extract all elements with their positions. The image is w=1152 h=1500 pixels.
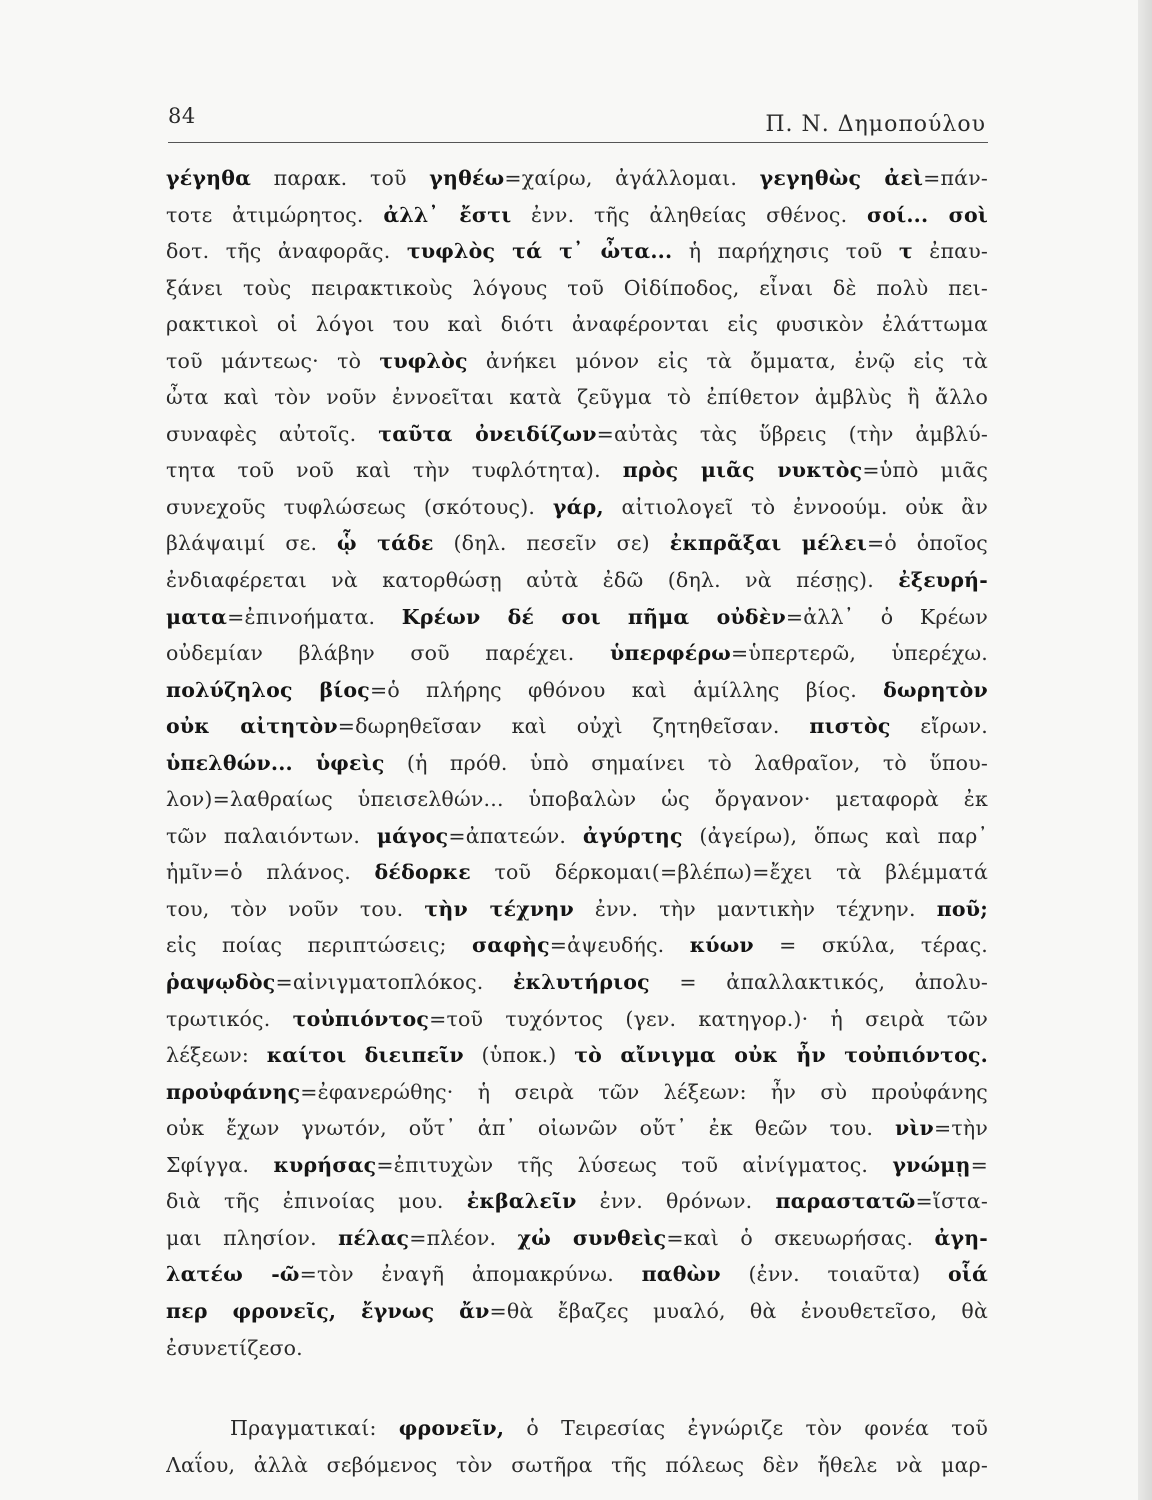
gloss-text: συνεχοῦς τυφλώσεως (σκότους). [166,494,553,519]
text-line [166,452,988,489]
gloss-text: τοῦ μάντεως· τὸ [166,348,380,373]
lemma-bold: ἐξευρή- [898,568,988,593]
lemma-bold: ἀγύρτης [582,823,683,848]
gloss-text: διὰ τῆς ἐπινοίας μου. [166,1189,467,1214]
gloss-text: παρακ. τοῦ [251,166,430,190]
gloss-text: τρωτικός. [166,1006,293,1031]
gloss-text: λέξεων: [166,1043,267,1068]
gloss-text: συναφὲς αὐτοῖς. [166,421,379,446]
gloss-text: Πραγματικαί: [230,1416,399,1441]
text-line [166,891,988,928]
lemma-bold: ἀγη- [934,1225,988,1250]
gloss-text: = σκύλα, τέρας. [753,933,988,958]
gloss-text: =ἐπιτυχὼν τῆς λύσεως τοῦ αἰνίγματος. [376,1152,893,1177]
text-line [166,1330,988,1367]
lemma-bold: παραστατῶ [775,1189,916,1214]
text-line [166,562,988,599]
gloss-text: (ὑποκ.) [463,1043,575,1068]
lemma-bold: φρονεῖν, [398,1416,505,1441]
lemma-bold: σοί... σοὶ [867,202,988,227]
gloss-text: =ὁ πλήρης φθόνου καὶ ἁμίλλης βίος. [369,677,884,702]
lemma-bold: ταῦτα ὀνειδίζων [378,421,597,446]
lemma-bold: δωρητὸν [883,677,988,702]
lemma-bold: ἐκλυτήριος [513,970,650,995]
gloss-text: ἡμῖν=ὁ πλάνος. [166,860,375,885]
lemma-bold: γεγηθὼς ἀεὶ [759,166,924,190]
gloss-text: =αἰνιγματοπλόκος. [275,970,514,995]
lemma-bold: ἐκπρᾶξαι μέλει [669,531,868,556]
gloss-text: του, τὸν νοῦν του. [166,896,425,921]
lemma-bold: παθὼν [641,1262,721,1287]
lemma-bold: τὴν τέχνην [424,896,574,921]
gloss-text: ἐπαυ- [912,239,988,264]
gloss-text: τητα τοῦ νοῦ καὶ τὴν τυφλότητα). [166,458,623,483]
gloss-text: ἀνήκει μόνον εἰς τὰ ὄμματα, ἐνῷ εἰς τὰ [467,348,988,373]
lemma-bold: πολύζηλος βίος [166,677,370,702]
page-edge-shadow [1138,0,1152,1500]
gloss-text: ἐνν. τῆς ἀληθείας σθένος. [511,202,868,227]
text-line [166,1037,988,1074]
gloss-text: ξάνει τοὺς πειρακτικοὺς λόγους τοῦ Οἰδίποδος, εἶναι δὲ πολὺ πει- [166,275,988,300]
gloss-text: =χαίρω, ἀγάλλομαι. [504,166,760,190]
gloss-text: =τὴν [933,1116,988,1141]
lemma-bold: περ φρονεῖς, ἔγνως ἄν [166,1298,490,1323]
gloss-text: =δωρηθεῖσαν καὶ οὐχὶ ζητηθεῖσαν. [337,714,810,739]
gloss-text: ὁ Τειρεσίας ἐγνώριζε τὸν φονέα τοῦ [504,1416,988,1441]
lemma-bold: ὑπελθών... ὑφεὶς [166,750,385,775]
text-line [166,489,988,526]
gloss-text: Λαΐου, ἀλλὰ σεβόμενος τὸν σωτῆρα τῆς πόλεως δὲν ἤθελε νὰ μαρ- [166,1452,988,1477]
gloss-text: δοτ. τῆς ἀναφορᾶς. [166,239,407,264]
page-header [168,100,988,143]
lemma-bold: δέδορκε [374,860,471,885]
text-line [166,781,988,818]
lemma-bold: μάγος [376,823,449,848]
text-line [166,197,988,234]
gloss-text: βλάψαιμί σε. [166,531,337,556]
text-line [166,745,988,782]
gloss-text: =αὐτὰς τὰς ὕβρεις (τὴν ἀμβλύ- [596,421,988,446]
gloss-text: =ὑπερτερῶ, ὑπερέχω. [731,641,988,666]
text-line [166,818,988,855]
text-line [166,854,988,891]
gloss-text: αἰτιολογεῖ τὸ ἐννοούμ. οὐκ ἂν [603,494,988,519]
lemma-bold: ποῦ; [936,896,988,921]
text-line [166,160,988,197]
lemma-bold: προὐφάνης [166,1079,301,1104]
lemma-bold: τυφλὸς [379,348,468,373]
gloss-text: =καὶ ὁ σκευωρήσας. [666,1225,935,1250]
text-line [166,1074,988,1111]
lemma-bold: τ [898,239,913,264]
lemma-bold: ὑπερφέρω [609,641,732,666]
gloss-text: ἐσυνετίζεσο. [166,1335,303,1360]
text-line [166,1001,988,1038]
gloss-text: ἡ παρήχησις τοῦ [672,239,899,264]
text-line [166,306,988,343]
lemma-bold: καίτοι διειπεῖν [266,1043,464,1068]
text-line [166,672,988,709]
text-line [166,635,988,672]
gloss-text: =ἀψευδής. [549,933,690,958]
lemma-bold: ἐκβαλεῖν [466,1189,577,1214]
text-line [166,964,988,1001]
text-line [166,1220,988,1257]
lemma-bold: οὐκ αἰτητὸν [166,714,338,739]
gloss-text: =ἐφανερώθης· ἡ σειρὰ τῶν λέξεων: ἦν σὺ προὐφάνης [300,1079,988,1104]
text-line [166,1410,988,1447]
gloss-text: =τοῦ τυχόντος (γεν. κατηγορ.)· ἡ σειρὰ τῶν [429,1006,988,1031]
gloss-text: Σφίγγα. [166,1152,274,1177]
lemma-bold: νὶν [894,1116,934,1141]
gloss-text: =τὸν ἐναγῆ ἀπομακρύνω. [299,1262,642,1287]
text-line [166,599,988,636]
gloss-text: =θὰ ἔβαζες μυαλό, θὰ ἐνουθετεῖσο, θὰ [489,1298,988,1323]
text-line [166,1293,988,1330]
gloss-text: ἐνν. θρόνων. [576,1189,776,1214]
gloss-text: οὐκ ἔχων γνωτόν, οὔτ᾽ ἀπ᾽ οἰωνῶν οὔτ᾽ ἐκ θεῶν του. [166,1116,895,1141]
gloss-text: οὐδεμίαν βλάβην σοῦ παρέχει. [166,641,610,666]
gloss-text: εἴρων. [890,714,988,739]
gloss-text: (ἀγείρω), ὅπως καὶ παρ᾽ [682,823,988,848]
gloss-text: =ἐπινοήματα. [227,604,402,629]
gloss-text: ρακτικοὶ οἱ λόγοι του καὶ διότι ἀναφέρονται εἰς φυσικὸν ἐλάττωμα [166,312,988,337]
lemma-bold: πιστὸς [809,714,891,739]
page-number: 84 [168,104,196,128]
lemma-bold: λατέω -ῶ [166,1262,300,1287]
text-line [166,1183,988,1220]
gloss-text: (ἐνν. τοιαῦτα) [720,1262,948,1287]
text-line [166,233,988,270]
lemma-bold: ματα [166,604,228,629]
commentary-text [166,160,988,1483]
lemma-bold: γέγηθα [166,166,252,190]
lemma-bold: τοὐπιόντος [292,1006,430,1031]
gloss-text: =ὑπὸ μιᾶς [862,458,988,483]
text-line [166,1256,988,1293]
gloss-text: εἰς ποίας περιπτώσεις; [166,933,472,958]
text-line [166,1447,988,1484]
paragraph-gap [166,1366,988,1410]
lemma-bold: οἷά [948,1262,988,1287]
lemma-bold: πρὸς μιᾶς νυκτὸς [622,458,863,483]
lemma-bold: κύων [689,933,754,958]
text-line [166,416,988,453]
text-line [166,708,988,745]
gloss-text: =ἵστα- [915,1189,988,1214]
lemma-bold: τὸ αἴνιγμα οὐκ ἦν τοὐπιόντος. [574,1043,988,1068]
text-line [166,379,988,416]
gloss-text: =πλέον. [409,1225,518,1250]
text-line [166,343,988,380]
gloss-text: = ἀπαλλακτικός, ἀπολυ- [649,970,988,995]
gloss-text: = [970,1152,988,1177]
lemma-bold: Κρέων δέ σοι πῆμα οὐδὲν [401,604,786,629]
lemma-bold: ἀλλ᾽ ἔστι [383,202,512,227]
lemma-bold: γηθέω [429,166,505,190]
gloss-text: τῶν παλαιόντων. [166,823,377,848]
gloss-text: =ὁ ὁποῖος [867,531,988,556]
gloss-text: (δηλ. πεσεῖν σε) [433,531,670,556]
gloss-text: λον)=λαθραίως ὑπεισελθών... ὑποβαλὼν ὡς ὄργανον· μεταφορὰ ἐκ [166,787,988,812]
gloss-text: μαι πλησίον. [166,1225,339,1250]
running-head-author: Π. Ν. Δημοπούλου [765,112,986,137]
lemma-bold: γνώμῃ [892,1152,971,1177]
lemma-bold: γάρ, [552,494,604,519]
text-line [166,270,988,307]
lemma-bold: ῥαψῳδὸς [166,970,276,995]
gloss-text: ἐνδιαφέρεται νὰ κατορθώσῃ αὐτὰ ἐδῶ (δηλ. νὰ πέσῃς). [166,568,899,593]
lemma-bold: ᾧ τάδε [336,531,434,556]
gloss-text: =πάν- [923,166,988,190]
gloss-text: τοῦ δέρκομαι(=βλέπω)=ἔχει τὰ βλέμματά [470,860,988,885]
text-line [166,1147,988,1184]
lemma-bold: χὠ συνθεὶς [517,1225,667,1250]
lemma-bold: πέλας [338,1225,410,1250]
lemma-bold: κυρήσας [273,1152,377,1177]
gloss-text: τοτε ἀτιμώρητος. [166,202,384,227]
gloss-text: =ἀπατεών. [448,823,583,848]
lemma-bold: τυφλὸς τά τ᾽ ὦτα... [406,239,673,264]
lemma-bold: σαφὴς [471,933,550,958]
gloss-text: ἐνν. τὴν μαντικὴν τέχνην. [573,896,937,921]
gloss-text: =ἀλλ᾽ ὁ Κρέων [785,604,988,629]
gloss-text: (ἡ πρόθ. ὑπὸ σημαίνει τὸ λαθραῖον, τὸ ὕπου- [384,750,988,775]
gloss-text: ὦτα καὶ τὸν νοῦν ἐννοεῖται κατὰ ζεῦγμα τὸ ἐπίθετον ἀμβλὺς ἢ ἄλλο [166,385,988,410]
text-line [166,1110,988,1147]
text-line [166,927,988,964]
text-line [166,525,988,562]
